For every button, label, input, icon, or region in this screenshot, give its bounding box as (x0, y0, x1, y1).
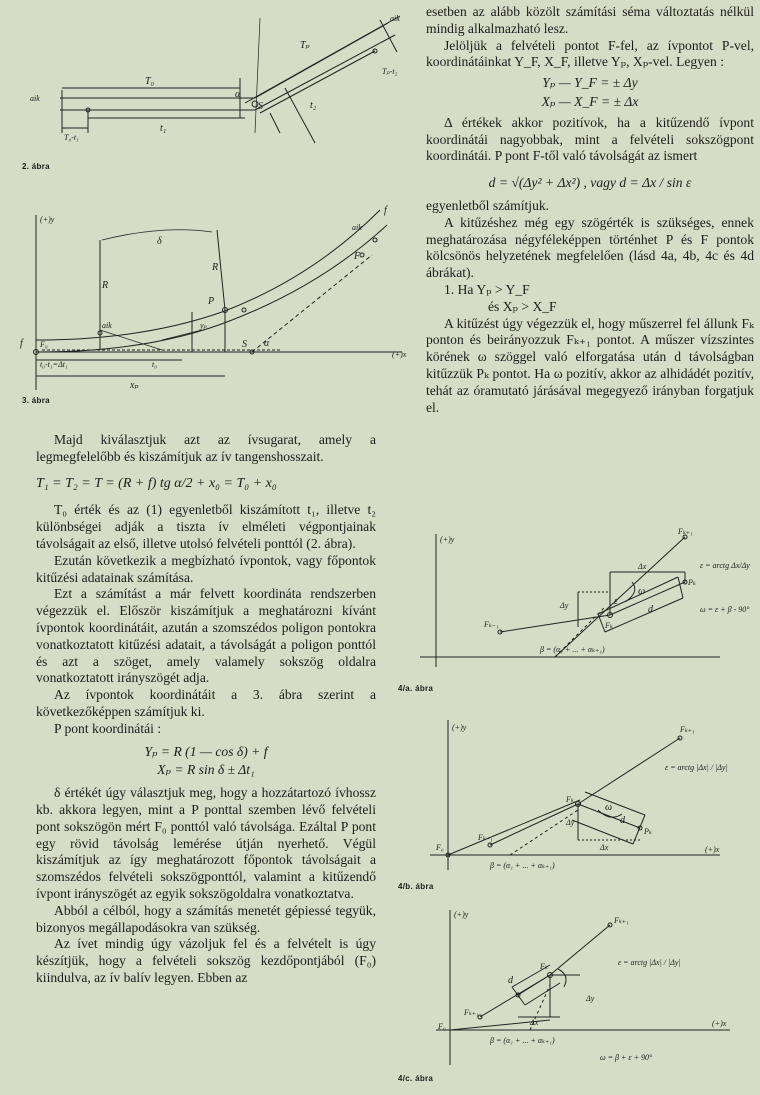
left-p8: Abból a célból, hogy a számítás menetét gépiessé tegyük, bizonyos megállapodásokra van szükség. (36, 902, 376, 935)
fig2-label-t1: t₁ (160, 123, 167, 134)
figure-4b (400, 710, 760, 875)
fig4c-label-F0: F₀ (438, 1022, 446, 1031)
fig4c-label-eq2: ω = β + ε + 90° (600, 1053, 653, 1062)
fig4a-label-eps: ε (614, 596, 618, 607)
fig4a-label-Pk: Pₖ (688, 578, 696, 587)
left-eq1: T₁ = T₂ = T = (R + f) tg α/2 + x₀ = T₀ + x₀ (36, 475, 277, 491)
fig4c-label-Fk1: Fₖ₊₁ (614, 916, 629, 925)
right-eq2: Xₚ — X_F = ± Δx (541, 93, 639, 109)
fig3-label-bottom-small: t₀-t₁=Δt₁ (40, 360, 68, 369)
fig3-label-aik-top: aik (352, 223, 362, 232)
fig3-label-x-axis: (+)x (392, 350, 407, 359)
fig4a-label-Fk1: Fₖ₊₁ (678, 527, 693, 536)
fig4a-label-eq1: ε = arctg Δx/Δy (700, 561, 750, 570)
left-p5: Az ívpontok koordinátáit a 3. ábra szerint a következőképpen számítjuk ki. (36, 687, 376, 719)
left-p7: δ értékét úgy választjuk meg, hogy a hozzátartozó ívhossz kb. akkora legyen, mint a P ponttal szemben lévő felvételi pont sokszögön mért F₀ ponttól való távolsága. Ezáltal P pont egy rövid távolság lemérése útján nyerhető. Végül kiszámítjuk az így meghatározott főpontok távolságait a szomszédos felvételi sokszögponttól, valamint a kitűzendő ívpont irányszögét az egyik sokszögoldalra vonatkoztatva. (36, 785, 376, 901)
right-p3: Δ értékek akkor pozitívok, ha a kitűzendő ívpont koordinátái nagyobbak, mint a felvételi sokszögpont koordinátái. P pont F-től való távolságát az ismert (426, 114, 754, 164)
right-p5: A kitűzéshez még egy szögérték is szükséges, ennek meghatározása négyféleképpen történhet P és F pontok kölcsönös helyzetének megfelelően (lásd 4a, 4b, 4c és 4d ábrákat). (426, 214, 754, 281)
fig4b-label-beta: β = (α₁ + ... + αₖ₊₁) (490, 861, 555, 870)
left-p6: P pont koordinátái : (54, 720, 162, 736)
fig4a-label-Fkm1: Fₖ₋₁ (484, 620, 499, 629)
fig4a-label-d: d (648, 604, 653, 615)
fig4a-caption: 4/a. ábra (398, 684, 434, 693)
figure-4a (400, 522, 760, 672)
fig4b-label-eq1: ε = arctg |Δx| / |Δy| (665, 763, 728, 772)
fig3-label-S: S (242, 339, 247, 350)
fig4b-label-dx: Δx (600, 843, 609, 852)
fig2-label-aik-right: aik (390, 14, 400, 23)
left-p4: Ezt a számítást a már felvett koordináta rendszerben végezzük el. Először kiszámítjuk a meghatározni kívánt ívpontok koordinátáit, azután a szomszédos poligon pontokra vonatkoztatott kitűzési adatait, a távolságát a poligon ponttól és azt a szöget, amely valamely sokszög oldalra vonatkoztatott irányszögét adja. (36, 586, 376, 686)
fig3-label-R1: R (102, 280, 109, 291)
fig3-label-alpha: α (264, 338, 270, 349)
fig4c-label-beta: β = (α₁ + ... + αₖ₊₁) (490, 1036, 555, 1045)
fig4b-label-Fkm1: Fₖ₋₁ (478, 833, 493, 842)
fig2-label-aik-left: aik (30, 94, 40, 103)
fig3-caption: 3. ábra (22, 396, 50, 405)
fig4c-label-Fkm1: Fₖ₊₁ (464, 1008, 479, 1017)
fig2-label-t2: t₂ (310, 100, 317, 111)
fig4a-label-omega: ω (638, 586, 646, 597)
fig4c-label-d: d (508, 975, 513, 986)
right-p4: egyenletből számítjuk. (426, 197, 550, 213)
fig4b-label-Fk1: Fₖ₊₁ (680, 725, 695, 734)
fig3-label-F0: F₀ (40, 340, 48, 349)
left-eq3: Xₚ = R sin δ ± Δt₁ (157, 762, 255, 778)
fig3-label-y-axis: (+)y (40, 215, 55, 224)
fig4b-label-d: d (620, 815, 625, 826)
left-p1: Majd kiválasztjuk azt az ívsugarat, amely a legmegfelelőbb és kiszámítjuk az ív tangenshosszait. (36, 432, 376, 464)
fig4a-label-y-axis: (+)y (440, 535, 455, 544)
fig4b-label-Fk: Fₖ (566, 795, 574, 804)
fig4b-label-dy: Δy (566, 818, 575, 827)
figure-3 (12, 200, 412, 395)
right-eq3: d = √(Δy² + Δx²) , vagy d = Δx / sin ε (488, 175, 692, 191)
right-eq1: Yₚ — Y_F = ± Δy (542, 75, 638, 91)
fig4c-label-Fk: Fₖ (540, 962, 548, 971)
fig4b-label-x-axis: (+)x (705, 845, 720, 854)
fig3-label-yp: yₚ (200, 321, 207, 330)
left-eq2: Yₚ = R (1 — cos δ) + f (144, 743, 268, 759)
fig3-label-f-left: f (20, 338, 23, 349)
fig4b-label-Pk: Pₖ (644, 827, 652, 836)
fig3-label-P: P (208, 296, 215, 307)
left-p3: Ezután következik a megbízható ívpontok, vagy főpontok kitűzési adatainak számítása. (36, 552, 376, 585)
fig4a-label-eq2: ω = ε + β - 90° (700, 605, 750, 614)
figure-2 (20, 8, 420, 158)
fig3-label-xp: xₚ (130, 380, 139, 391)
fig2-label-T0: T₀ (145, 76, 155, 87)
fig4a-label-dy: Δy (560, 601, 569, 610)
fig2-caption: 2. ábra (22, 162, 50, 171)
fig4c-label-y-axis: (+)y (454, 910, 469, 919)
right-p8: A kitűzést úgy végezzük el, hogy műszerrel fel állunk Fₖ ponton és beirányozzuk Fₖ₊₁ pontot. A műszer vízszintes körének ω szöggel való elforgatása után d távolságban kitűzzük Pₖ pontot. Ha ω pozitív, akkor az alhidádét pozitív, tehát az óramutató járásával megegyező irányban forgatjuk el. (426, 315, 754, 415)
fig4c-label-dy: Δy (586, 994, 595, 1003)
fig2-label-S: S (258, 101, 263, 112)
fig4b-label-y-axis: (+)y (452, 723, 467, 732)
fig4b-caption: 4/b. ábra (398, 882, 434, 891)
left-column (36, 432, 376, 987)
fig2-label-Tp: Tₚ (300, 40, 310, 51)
fig3-label-f-top: f (384, 205, 387, 216)
fig4a-label-Fk: Fₖ (605, 621, 613, 630)
fig4c-label-dx: Δx (530, 1018, 539, 1027)
figure-4c (400, 905, 760, 1070)
right-p6: 1. Ha Yₚ > Y_F (444, 281, 530, 297)
fig3-label-aik-mid: aik (102, 321, 112, 330)
fig2-label-alpha: α (235, 89, 241, 100)
fig3-label-F: F (354, 251, 361, 262)
fig4b-label-omega: ω (605, 802, 613, 813)
right-p2: Jelöljük a felvételi pontot F-fel, az ívpontot P-vel, koordinátáinkat Y_F, X_F, illetve Yₚ, Xₚ-vel. Legyen : (426, 37, 754, 70)
fig4a-label-beta: β = (α₁ + ... + αₖ₊₁) (540, 645, 605, 654)
fig4a-label-dx: Δx (638, 562, 647, 571)
fig4c-label-x-axis: (+)x (712, 1019, 727, 1028)
right-p1: esetben az alább közölt számítási séma változtatás nélkül mindig alkalmazható lesz. (426, 4, 754, 36)
fig4b-label-F0: F₀ (436, 843, 444, 852)
right-column (426, 4, 754, 416)
fig3-label-delta: δ (157, 236, 162, 247)
left-p9: Az ívet mindig úgy vázoljuk fel és a felvételt is úgy készítjük, hogy a felvételi sokszög kezdőpontjából (F₀) kiindulva, az ív balív legyen. Ebben az (36, 936, 376, 985)
fig2-label-T0-t1: T₀-t₁ (64, 133, 79, 142)
fig3-label-t0: t₀ (152, 360, 158, 369)
fig3-label-R2: R (212, 262, 219, 273)
fig4c-label-eq1: ε = arctg |Δx| / |Δy| (618, 958, 681, 967)
fig2-label-Tp-t2: Tₚ-t₂ (382, 67, 398, 76)
fig4c-caption: 4/c. ábra (398, 1074, 434, 1083)
right-p7: és Xₚ > X_F (488, 298, 557, 314)
left-p2: T₀ érték és az (1) egyenletből kiszámított t₁, illetve t₂ különbségei adják a tiszta ív elméleti végpontjainak távolságait az első, illetve utolsó felvételi ponttól (2. ábra). (36, 502, 376, 551)
